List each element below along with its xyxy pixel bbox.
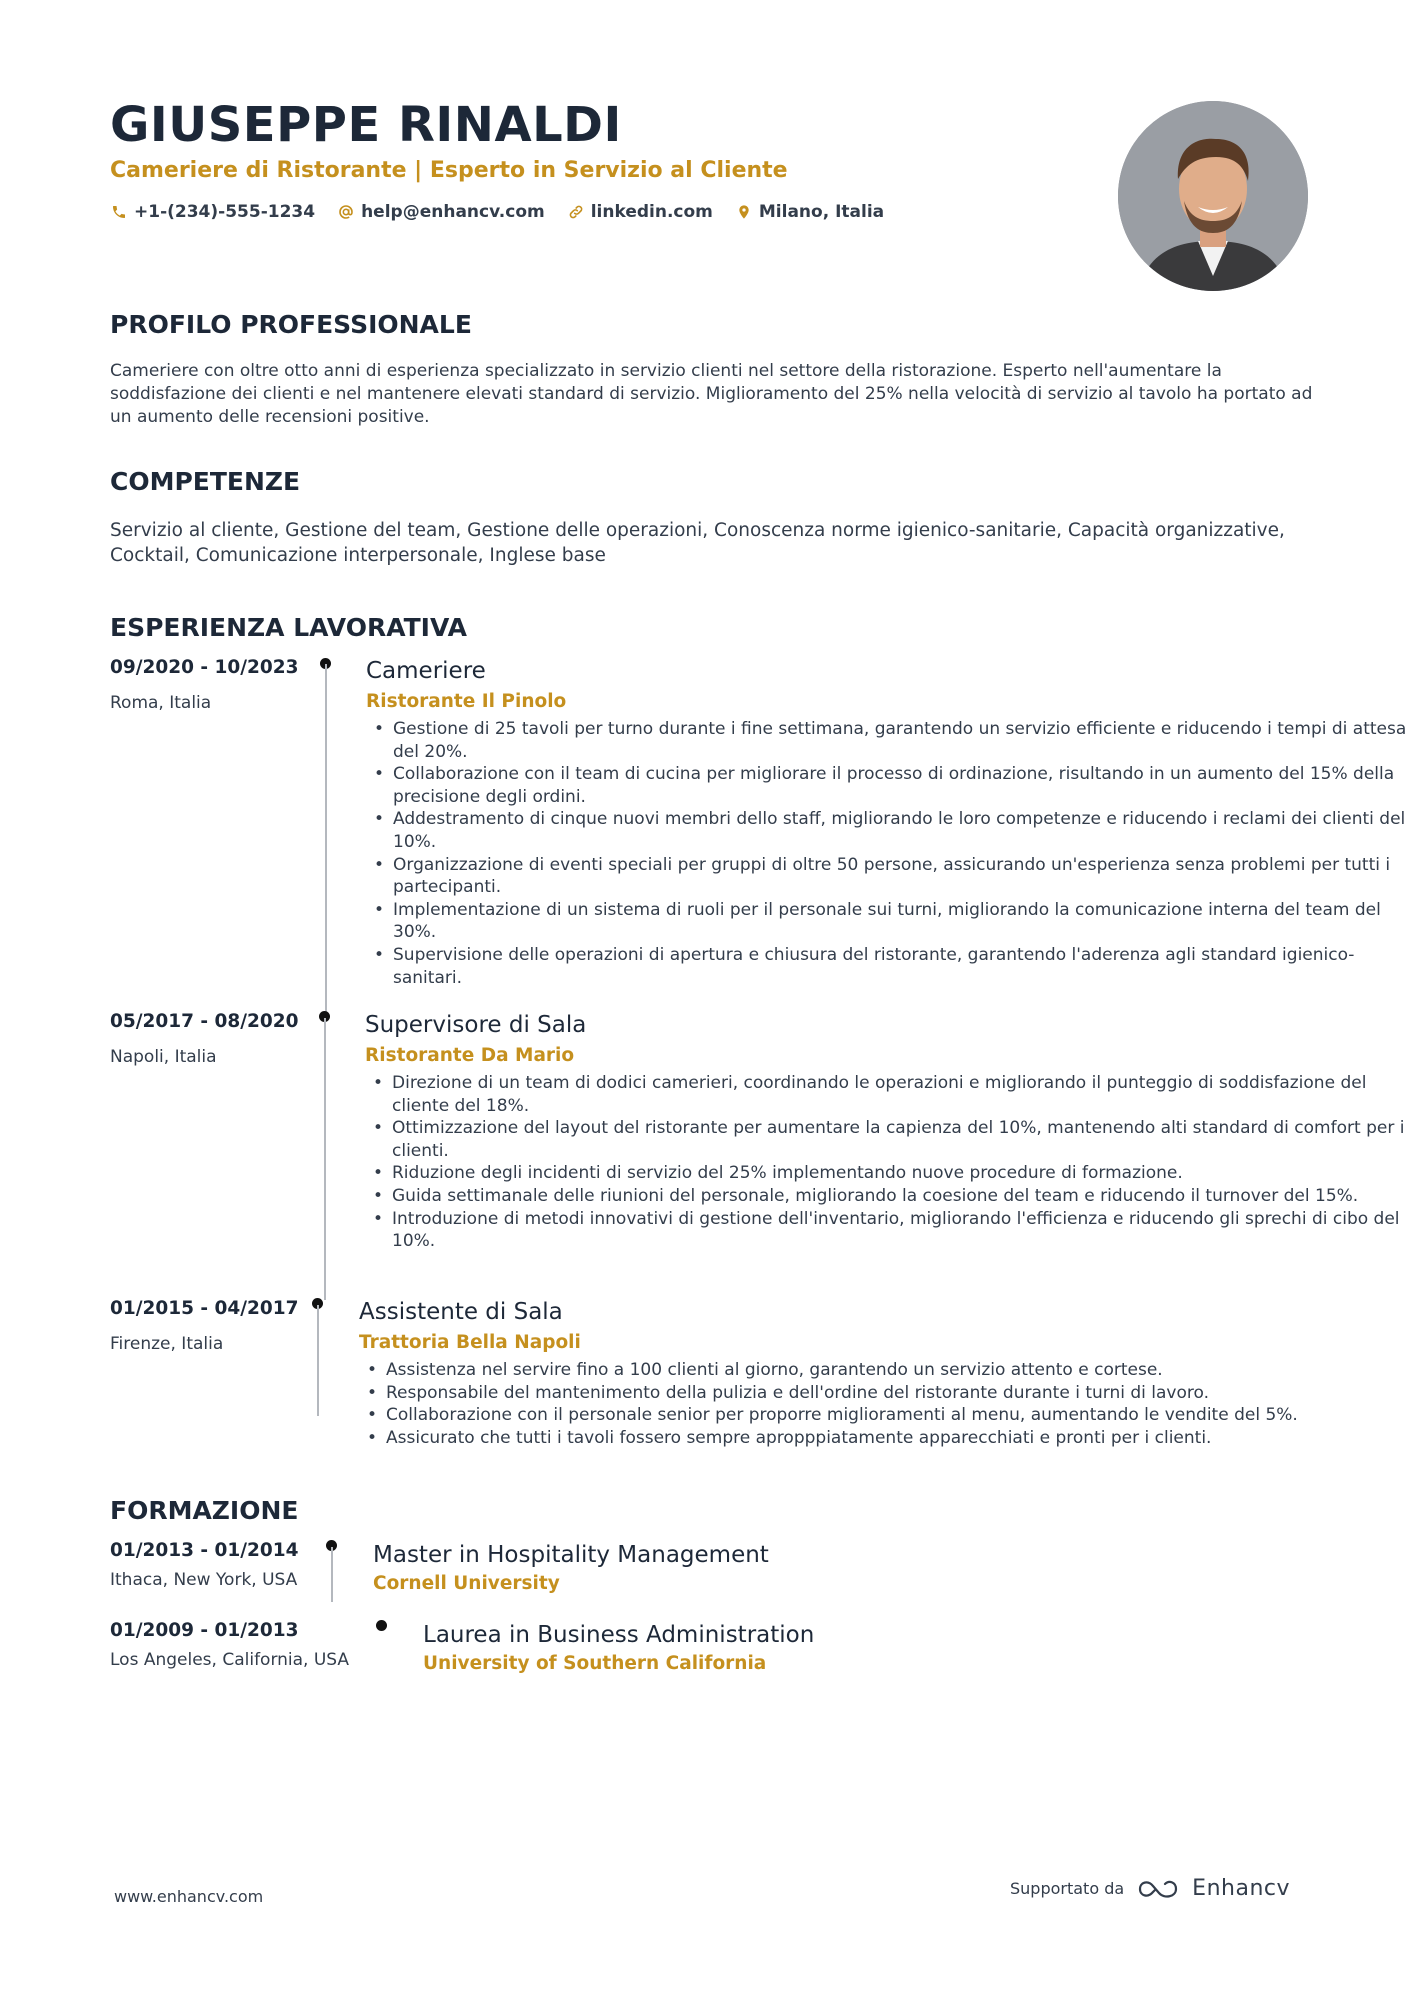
education-location: Ithaca, New York, USA <box>110 1570 298 1590</box>
profile-photo <box>1118 101 1308 291</box>
footer-brand: Enhancv <box>1192 1876 1290 1901</box>
list-item: • Riduzione degli incidenti di servizio del 25% implementando nuove procedure di formazione. <box>365 1162 1410 1185</box>
education-item <box>110 1619 1315 1689</box>
profile-summary: Cameriere con oltre otto anni di esperienza specializzato in servizio clienti nel settore della ristorazione. Esperto nell'aumentare la soddisfazione dei clienti e nel mantenere elevati standard di servizio. Miglioramento del 25% nella velocità di servizio al tavolo ha portato ad un aumento delle recensioni positive. <box>110 361 1313 427</box>
footer-powered-by: Supportato da <box>1010 1879 1125 1898</box>
location-pin-icon <box>735 203 753 221</box>
contact-location <box>735 200 884 224</box>
experience-location: Firenze, Italia <box>110 1334 224 1354</box>
list-item: • Addestramento di cinque nuovi membri dello staff, migliorando le loro competenze e riducendo i reclami dei clienti del 10%. <box>366 808 1410 853</box>
education-dates: 01/2013 - 01/2014 <box>110 1540 299 1561</box>
experience-role: Supervisore di Sala <box>365 1012 587 1038</box>
list-item: • Assicurato che tutti i tavoli fossero sempre apropppiatamente apparecchiati e pronti per i clienti. <box>359 1427 1409 1450</box>
list-item: • Collaborazione con il team di cucina per migliorare il processo di ordinazione, risultando in un aumento del 15% della precisione degli ordini. <box>366 763 1410 808</box>
list-item: • Organizzazione di eventi speciali per gruppi di oltre 50 persone, assicurando un'esperienza senza problemi per tutti i partecipanti. <box>366 854 1410 899</box>
experience-company: Trattoria Bella Napoli <box>359 1332 581 1353</box>
experience-item <box>110 656 1407 1008</box>
candidate-name: GIUSEPPE RINALDI <box>110 97 622 153</box>
education-location: Los Angeles, California, USA <box>110 1650 350 1670</box>
list-item: • Gestione di 25 tavoli per turno durante i fine settimana, garantendo un servizio efficiente e riducendo i tempi di attesa del 20%. <box>366 718 1410 763</box>
experience-dates: 05/2017 - 08/2020 <box>110 1011 299 1032</box>
experience-role: Assistente di Sala <box>359 1299 563 1325</box>
experience-company: Ristorante Il Pinolo <box>366 691 567 712</box>
list-item: • Collaborazione con il personale senior per proporre miglioramenti al menu, aumentando le vendite del 5%. <box>359 1404 1409 1427</box>
contact-location-text: Milano, Italia <box>758 202 885 222</box>
education-item <box>110 1539 1315 1609</box>
list-item: • Responsabile del mantenimento della pulizia e dell'ordine del ristorante durante i turni di lavoro. <box>359 1382 1409 1405</box>
education-degree: Master in Hospitality Management <box>373 1542 769 1568</box>
experience-role: Cameriere <box>366 658 486 684</box>
at-icon <box>337 203 355 221</box>
contact-linkedin-text: linkedin.com <box>590 202 713 222</box>
list-item: • Guida settimanale delle riunioni del personale, migliorando la coesione del team e riducendo il turnover del 15%. <box>365 1185 1410 1208</box>
education-degree: Laurea in Business Administration <box>423 1622 815 1648</box>
timeline-line <box>325 664 327 1014</box>
footer-website-link[interactable]: www.enhancv.com <box>114 1887 264 1906</box>
experience-bullets <box>366 718 1410 989</box>
education-dates: 01/2009 - 01/2013 <box>110 1620 299 1641</box>
contact-email[interactable] <box>337 200 545 224</box>
timeline-dot <box>376 1620 387 1631</box>
contact-phone-text: +1-(234)-555-1234 <box>134 202 316 222</box>
enhancv-logo-icon <box>1136 1876 1182 1902</box>
experience-location: Roma, Italia <box>110 693 212 713</box>
experience-dates: 09/2020 - 10/2023 <box>110 657 299 678</box>
contact-email-text: help@enhancv.com <box>361 202 545 222</box>
timeline-line <box>324 1018 326 1300</box>
contact-bar <box>110 200 906 224</box>
section-title-skills: COMPETENZE <box>110 467 301 496</box>
experience-dates: 01/2015 - 04/2017 <box>110 1298 299 1319</box>
timeline-line <box>317 1305 319 1416</box>
candidate-headline: Cameriere di Ristorante | Esperto in Servizio al Cliente <box>110 158 788 183</box>
experience-item <box>110 1297 1315 1457</box>
experience-location: Napoli, Italia <box>110 1047 217 1067</box>
list-item: • Supervisione delle operazioni di apertura e chiusura del ristorante, garantendo l'aderenza agli standard igienico-sanitari. <box>366 944 1410 989</box>
contact-linkedin[interactable] <box>567 200 713 224</box>
experience-item <box>110 1010 1405 1292</box>
list-item: • Implementazione di un sistema di ruoli per il personale sui turni, migliorando la comunicazione interna del team del 30%. <box>366 899 1410 944</box>
phone-icon <box>110 203 128 221</box>
education-school: University of Southern California <box>423 1653 767 1674</box>
footer-branding[interactable] <box>1010 1876 1290 1902</box>
list-item: • Introduzione di metodi innovativi di gestione dell'inventario, migliorando l'efficienza e riducendo gli sprechi di cibo del 10%. <box>365 1208 1410 1253</box>
section-title-experience: ESPERIENZA LAVORATIVA <box>110 613 467 642</box>
experience-bullets <box>365 1072 1410 1253</box>
list-item: • Ottimizzazione del layout del ristorante per aumentare la capienza del 10%, mantenendo alti standard di comfort per i clienti. <box>365 1117 1410 1162</box>
skills-list: Servizio al cliente, Gestione del team, Gestione delle operazioni, Conoscenza norme igienico-sanitarie, Capacità organizzative, Cocktail, Comunicazione interpersonale, Inglese base <box>110 520 1285 566</box>
contact-phone[interactable] <box>110 200 315 224</box>
list-item: • Direzione di un team di dodici camerieri, coordinando le operazioni e migliorando il punteggio di soddisfazione del cliente del 18%. <box>365 1072 1410 1117</box>
section-title-education: FORMAZIONE <box>110 1496 299 1525</box>
link-icon <box>567 203 585 221</box>
experience-company: Ristorante Da Mario <box>365 1045 575 1066</box>
experience-bullets <box>359 1359 1409 1449</box>
list-item: • Assistenza nel servire fino a 100 clienti al giorno, garantendo un servizio attento e cortese. <box>359 1359 1409 1382</box>
section-title-profile: PROFILO PROFESSIONALE <box>110 310 472 339</box>
education-school: Cornell University <box>373 1573 560 1594</box>
timeline-line <box>331 1547 333 1602</box>
